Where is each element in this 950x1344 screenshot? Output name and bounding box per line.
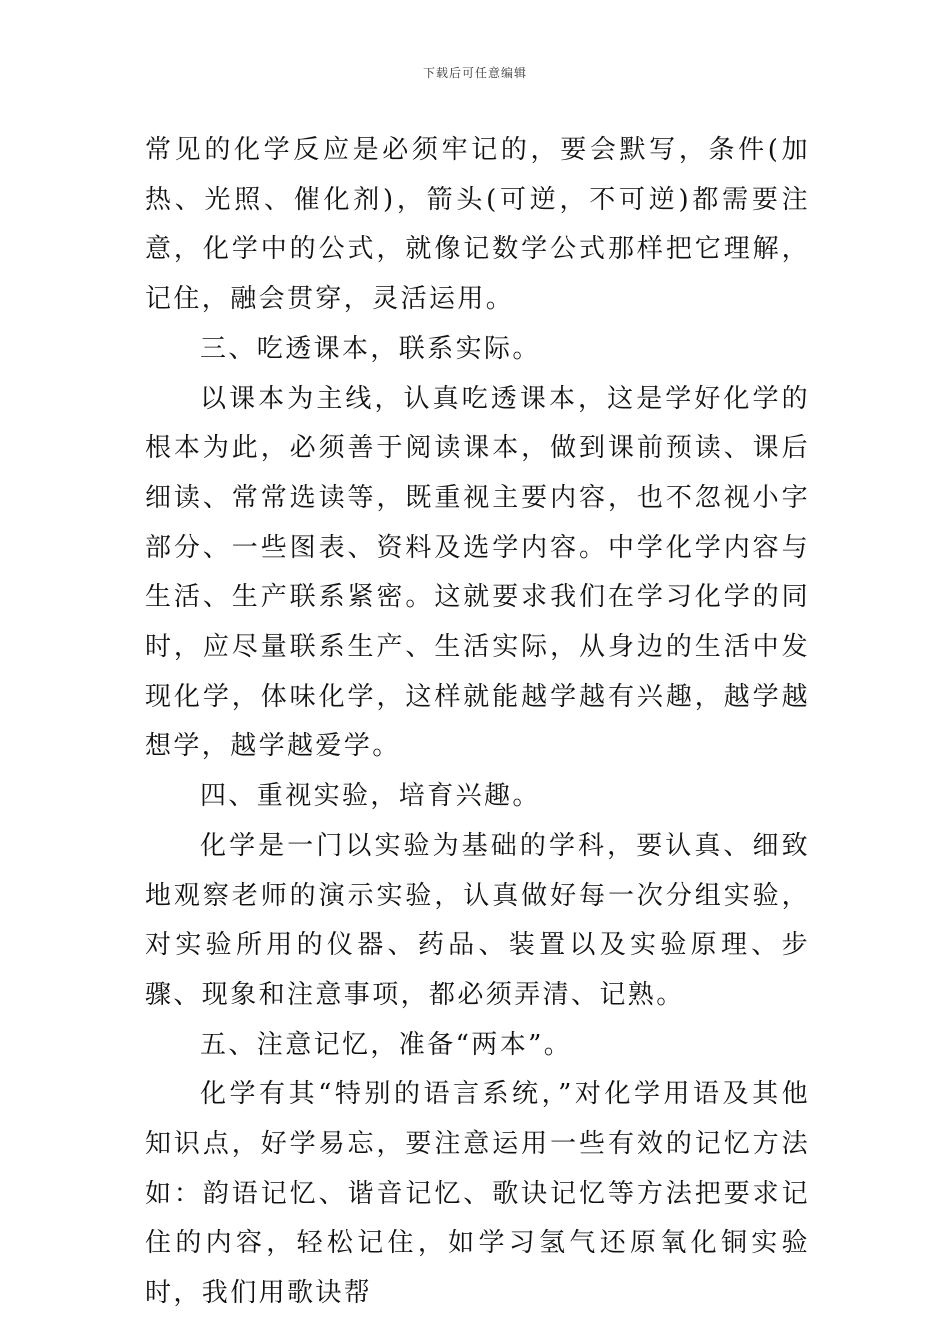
paragraph-experiments: 化学是一门以实验为基础的学科，要认真、细致地观察老师的演示实验，认真做好每一次分组实验，对实验所用的仪器、药品、装置以及实验原理、步骤、现象和注意事项，都必须弄清、记熟。	[145, 830, 810, 1010]
paragraph-memory: 化学有其“特别的语言系统，”对化学用语及其他知识点，好学易忘，要注意运用一些有效的记忆方法如：韵语记忆、谐音记忆、歌诀记忆等方法把要求记住的内容，轻松记住，如学习氢气还原氧化铜实验时，我们用歌诀帮	[145, 1079, 810, 1309]
document-body	[145, 126, 810, 1319]
paragraph-chemical-reactions: 常见的化学反应是必须牢记的，要会默写，条件(加热、光照、催化剂)，箭头(可逆，不可逆)都需要注意，化学中的公式，就像记数学公式那样把它理解，记住，融会贯穿，灵活运用。	[145, 135, 810, 315]
section-heading-4: 四、重视实验，培育兴趣。	[200, 781, 541, 812]
page-header: 下载后可任意编辑	[422, 66, 527, 80]
section-heading-3: 三、吃透课本，联系实际。	[200, 333, 541, 364]
paragraph-textbook: 以课本为主线，认真吃透课本，这是学好化学的根本为此，必须善于阅读课本，做到课前预读、课后细读、常常选读等，既重视主要内容，也不忽视小字部分、一些图表、资料及选学内容。中学化学内容与生活、生产联系紧密。这就要求我们在学习化学的同时，应尽量联系生产、生活实际，从身边的生活中发现化学，体味化学，这样就能越学越有兴趣，越学越想学，越学越爱学。	[145, 383, 810, 762]
section-heading-5: 五、注意记忆，准备“两本”。	[200, 1029, 573, 1060]
